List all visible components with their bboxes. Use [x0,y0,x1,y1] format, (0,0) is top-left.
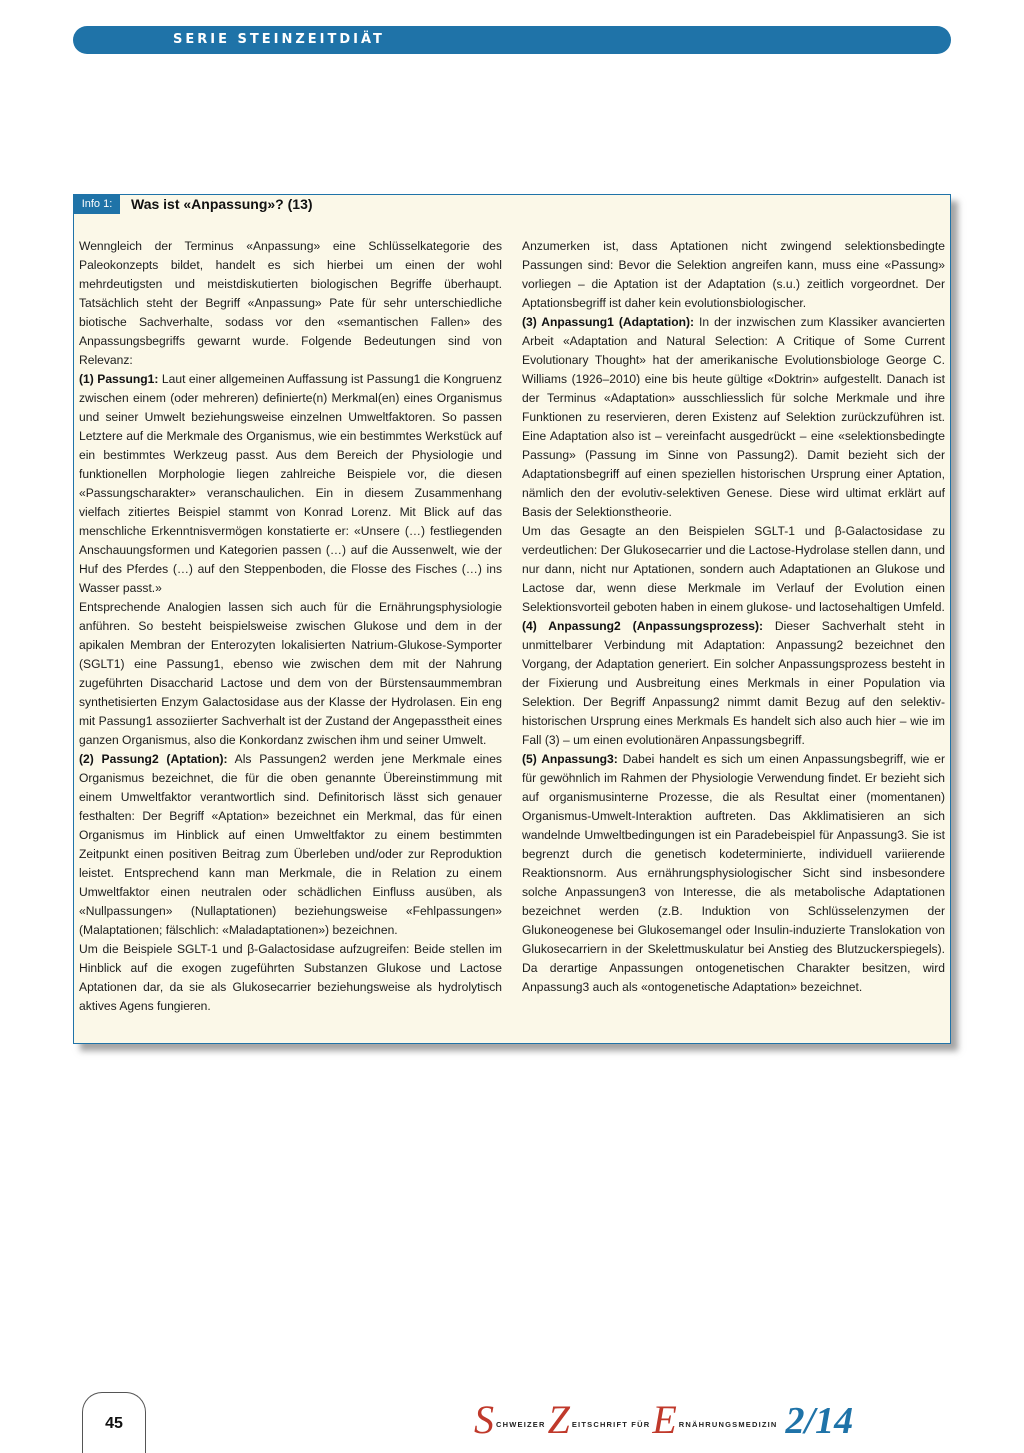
paragraph [79,598,502,750]
info-title: Was ist «Anpassung»? (13) [131,196,313,212]
paragraph-text: Dabei handelt es sich um einen Anpassungsbegriff, wie er für gewöhnlich im Rahmen der Physiologie Verwendung findet. Er bezieht sich auf organismusinterne Prozesse, die als Resultat einer (momentanen) Organismus-Umwelt-Interaktion auftreten. Das Akklimatisieren an sich wandelnde Umweltbedingungen ist ein Paradebeispiel für Anpassung3. Sie ist begrenzt durch die genetisch kodeterminierte, individuell variierende Reaktionsnorm. Aus ernährungsphysiologischer Sicht sind insbesondere solche Anpassungen3 von Interesse, die als metabolische Adaptationen bezeichnet werden (z.B. Induktion von Schlüsselenzymen der Glukoneogenese bei Glukosemangel oder Insulin-induzierte Translokation von Glukosecarriern in der Skelettmuskulatur bei Anstieg des Blutzuckerspiegels). Da derartige Anpassungen ontogenetischen Charakter besitzen, wird Anpassung3 auch als «ontogenetische Adaptation» bezeichnet. [522,752,946,994]
paragraph-lead: (3) Anpassung1 (Adaptation): [522,315,695,329]
paragraph-text: Entsprechende Analogien lassen sich auch für die Ernährungsphysiologie anführen. So besteht beispielsweise zwischen Glukose und dem in der apikalen Membran der Enterozyten lokalisierten Natrium-Glukose-Symporter (SGLT1) eine Passung1, ebenso wie zwischen dem mit der Nahrung zugeführten Disaccharid Lactose und dem von der Bürstensaummembran synthetisierten Enzym Galactosidase aus der Klasse der Hydrolasen. Ein eng mit Passung1 assoziierter Sachverhalt ist der Zustand der Angepasstheit eines ganzen Organismus, also die Konkordanz zwischen ihm und seiner Umwelt. [79,600,502,747]
paragraph-lead: (5) Anpassung3: [522,752,618,766]
series-banner [73,26,951,54]
paragraph-text: Wenngleich der Terminus «Anpassung» eine Schlüsselkategorie des Paleokonzepts bildet, handelt es sich hierbei um einen der wohl mehrdeutigsten und meistdiskutierten biologischen Begriffe überhaupt. Tatsächlich steht der Begriff «Anpassung» Pate für sehr unterschiedliche biotische Sachverhalte, sodass vor den «semantischen Fallen» des Anpassungsbegriffs gewarnt wurde. Folgende Bedeutungen sind von Relevanz: [79,239,502,367]
page-number-tab [82,1392,146,1453]
paragraph-lead: (1) Passung1: [79,372,159,386]
paragraph [79,940,502,1016]
paragraph-text: In der inzwischen zum Klassiker avancierten Arbeit «Adaptation and Natural Selection: A Critique of Some Current Evolutionary Thought» hat der amerikanische Evolutionsbiologe George C. Williams (1926–2010) eine bis heute gültige «Doktrin» aufgestellt. Danach ist der Terminus «Adaptation» ausschliesslich für solche Merkmale und ihre Funktionen zu reservieren, deren Existenz auf Selektion zurückzuführen ist. Eine Adaptation also ist – vereinfacht ausgedrückt – eine «selektionsbedingte Passung» (Passung im Sinne von Passung2). Damit bezieht sich der Adaptationsbegriff auf einen speziellen historischen Ursprung einer Aptation, nämlich den der evolutiv-selektiven Genese. Diese wird ultimat erklärt auf Basis der Selektionstheorie. [522,315,946,519]
paragraph-lead: (2) Passung2 (Aptation): [79,752,228,766]
paragraph [522,313,945,522]
paragraph-text: Um die Beispiele SGLT-1 und β-Galactosidase aufzugreifen: Beide stellen im Hinblick auf die exogen zugeführten Substanzen Glukose und Lactose Aptationen dar, da sie als Glukosecarrier beziehungsweise als hydrolytisch aktives Agens fungieren. [79,942,502,1013]
journal-letter-s: S [474,1397,494,1442]
journal-logo [474,1396,853,1440]
series-title: SERIE STEINZEITDIÄT [173,32,385,47]
journal-letter-z: Z [547,1397,570,1442]
page-number: 45 [105,1415,123,1432]
journal-word-zeitschrift: EITSCHRIFT FÜR [571,1420,651,1429]
paragraph-text: Dieser Sachverhalt steht in unmittelbarer Verbindung mit Adaptation: Anpassung2 bezeichnet den Vorgang, der Adaptation generiert. Ein solcher Anpassungsprozess besteht in der Fixierung und Ausbreitung eines Merkmals in einer Population via Selektion. Der Begriff Anpassung2 nimmt damit Bezug auf den selektiv-historischen Ursprung eines Merkmals Es handelt sich also auch hier – wie im Fall (3) – um einen evolutionären Anpassungsbegriff. [522,619,945,747]
paragraph [522,617,945,750]
paragraph-text: Um das Gesagte an den Beispielen SGLT-1 und β-Galactosidase zu verdeutlichen: Der Glukosecarrier und die Lactose-Hydrolase stellen dann, und nur dann, nicht nur Aptationen, sondern auch Adaptationen an Glukose und Lactose dar, wenn diese Merkmale im Verlauf der Evolution einen Selektionsvorteil geboten haben in einem glukose- und lactosehaltigen Umfeld. [522,524,945,614]
info-box [73,194,951,1044]
issue-number: 2/14 [785,1400,854,1442]
paragraph-text: Laut einer allgemeinen Auffassung ist Passung1 die Kongruenz zwischen einem (oder mehreren) definierte(n) Merkmal(en) eines Organismus und seiner Umwelt beziehungsweise einzelnen Umweltfaktoren. So passen Letztere auf die Merkmale des Organismus, wie ein bestimmtes Werkstück auf ein bestimmtes Werkzeug passt. Aus dem Bereich der Physiologie und funktionellen Morphologie liegen zahlreiche Beispiele vor, die diesen «Passungscharakter» veranschaulichen. Ein in diesem Zusammenhang vielfach zitiertes Beispiel stammt von Konrad Lorenz. Mit Blick auf das menschliche Erkenntnisvermögen konstatierte er: «Unsere (…) festliegenden Anschauungsformen und Kategorien passen (…) auf die Aussenwelt, wie der Huf des Pferdes (…) auf den Steppenboden, die Flosse des Fisches (…) ins Wasser passt.» [79,372,502,595]
paragraph-lead: (4) Anpassung2 (Anpassungsprozess): [522,619,764,633]
paragraph [522,522,945,617]
journal-word-schweizer: CHWEIZER [496,1420,546,1429]
paragraph [79,370,502,598]
paragraph [522,750,945,997]
info-label: Info 1: [74,195,120,214]
paragraph [79,750,502,940]
journal-letter-e: E [652,1397,677,1442]
paragraph-text: Als Passungen2 werden jene Merkmale eines Organismus bezeichnet, die für die oben genannte Übereinstimmung mit einem Umweltfaktor verantwortlich sind. Definitorisch lässt sich genauer festhalten: Der Begriff «Aptation» bezeichnet ein Merkmal, das für einen Organismus im Hinblick auf einen Umweltfaktor zu einem bestimmten Zeitpunkt einen positiven Beitrag zum Überleben und/oder zur Reproduktion leistet. Entsprechend kann man Merkmale, die in Relation zu einem Umweltfaktor einen neutralen oder schädlichen Einfluss ausüben, als «Nullpassungen» (Nullaptationen) beziehungsweise «Fehlpassungen» (Malaptationen; fälschlich: «Maladaptationen») bezeichnen. [79,752,502,937]
right-column [522,237,945,997]
journal-word-ernaehrungsmedizin: RNÄHRUNGSMEDIZIN [678,1420,778,1429]
paragraph [522,237,945,313]
paragraph [79,237,502,370]
left-column [79,237,502,1016]
paragraph-text: Anzumerken ist, dass Aptationen nicht zwingend selektionsbedingte Passungen sind: Bevor die Selektion angreifen kann, muss eine «Passung» vorliegen – die Aptation ist der Adaptation (s.u.) zeitlich vorgeordnet. Der Aptationsbegriff ist daher kein evolutionsbiologischer. [522,239,945,310]
